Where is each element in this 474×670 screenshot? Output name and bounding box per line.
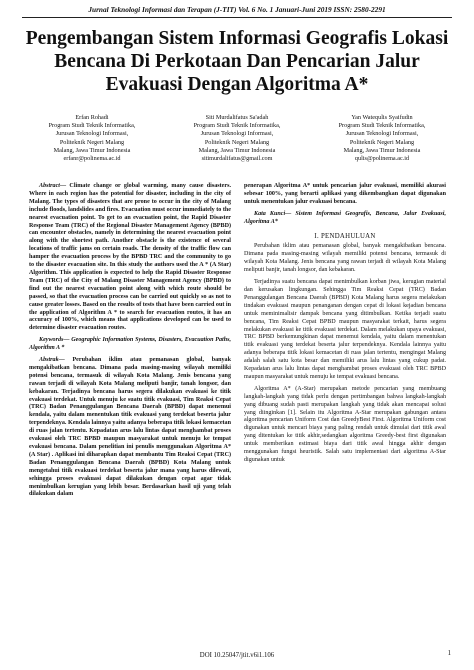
header-divider: [22, 17, 452, 18]
author-3: [312, 114, 452, 163]
author-email[interactable]: qulis@polinema.ac.id: [354, 155, 410, 163]
abstrak-label: Abstrak—: [39, 357, 65, 364]
author-dept: Jurusan Teknologi Informasi,: [55, 130, 129, 138]
author-city: Malang, Jawa Timur Indonesia: [53, 146, 131, 154]
body-paragraph: Terjadinya suatu bencana dapat menimbulkan korban jiwa, kerugian material dan kerusakan lingkungan. Sehingga Tim Reaksi Cepat (TRC) Badan Penanggulangan Bencana Daerah (BPBD) Kota Malang harus segera melakukan tindakan evakuasi maupun penanganan dengan cepat di lokasi kejadian bencana untuk meminimalisir dampak bencana yang ditimbulkan. Ketika terjadi suatu bencana, Tim Reaksi Cepat BPBD maupun masyarakat terkait, harus segera melakukan evakuasi ke titik evakuasi terdekat. Dalam melakukan upaya evakuasi, TRC BPBD berkemungkinan dapat menemui kendala, yaitu dalam menentukan titik evakuasi yang terdekat beserta jalur terpendeknya. Kendala lainnya yaitu adanya beberapa titik lokasi kemacetan di ruas jalan tertentu, mengingat Malang adalah salah satu kota besar dan memiliki arus lalu lintas yang cukup padat. Kepadatan arus lalu lintas dapat menghambat proses evakuasi oleh TRC BPBD maupun masyarakat untuk menuju ke tempat evakuasi bencana.: [244, 279, 446, 380]
kata-kunci-text: Sistem Informasi Geografis, Bencana, Jalur Evakuasi, Algoritma A*: [244, 210, 446, 225]
author-institution: Politeknik Negeri Malang: [59, 138, 125, 146]
body-paragraph: Algoritma A* (A-Star) merupakan metode pencarian yang membuang langkah-langkah yang tidak perlu dengan pertimbangan bahwa langkah-langkah yang dibuang sudah pasti merupakan langkah yang tidak akan mencapai solusi yang diinginkan [1]. Selain itu Algoritma A-Star merupakan gabungan antara algoritma pencarian Uniform Cost dan GreedyBest First. Algoritma Uniform cost digunakan untuk mencari biaya yang paling rendah untuk dimulai dari titik awal yang ditentukan ke titik akhir,sedangkan algoritma Greedy-best first digunakan untuk memberikan estimasi biaya dari titik awal hingga akhir dengan menggunakan fungsi heuristik. Salah satu implementasi dari algoritma A-Star digunakan untuk: [244, 385, 446, 463]
abstract-text: Climate change or global warming, many cause disasters. Where in each region has the potential for disaster, including in the city of Malang. The types of disasters that are prone to occur in the city of Malang include floods, landslides and fires. Evacuation must occur immediately to the nearest evacuation point. To get to an evacuation point, the Rapid Disaster Response Team (TRC) of the Regional Disaster Management Agency (BPBD) can encounter obstacles, namely in determining the nearest evacuation point along with the shortest path. Another obstacle is the existence of several locations of traffic jams on certain roads. The density of the traffic flow can hamper the evacuation process by the BPBD TRC and the community to go to the disaster evacuation site. In this study the authors used the A * (A Star) Algorithm. This application is expected to help the Rapid Disaster Response Team (TRC) of the City of Malang Disaster Management Agency (BPBD) to find out the nearest evacuation point along with which route should be passed, so that the evacuation process can be carried out quickly so as not to cause greater losses. Based on the results of tests that have been carried out in the application of Algorithm A * to search for evacuation routes, it has an accuracy of 100%, which means that applications developed can be used to determine disaster evacuation routes.: [29, 183, 231, 332]
paper-title: Pengembangan Sistem Informasi Geografis Lokasi Bencana Di Perkotaan Dan Pencarian Jalur Evakuasi Dengan Algoritma A*: [25, 28, 449, 95]
page-number: 1: [447, 650, 451, 657]
body-paragraph: Perubahan iklim atau pemanasan global, banyak mengakibatkan bencana. Dimana pada masing-masing wilayah memiliki potensi bencana, termasuk di wilayah Kota Malang. Jenis bencana yang rawan terjadi di wilayah Kota Malang meliputi banjir, tanah longsor, dan kebakaran.: [244, 243, 446, 274]
abstrak-text: Perubahan iklim atau pemanasan global, banyak mengakibatkan bencana. Dimana pada masing-masing wilayah memiliki potensi bencana, termasuk di wilayah Kota Malang. Jenis bencana yang rawan terjadi di wilayah Kota Malang meliputi banjir, tanah longsor, dan kebakaran. Terjadinya bencana harus segera dilakukan evakuasi ke titik evakuasi terdekat. Untuk menuju ke suatu titik evakuasi, Tim Reaksi Cepat (TRC) Badan Penanggulangan Bencana Daerah (BPBD) dapat menemui kendala, yaitu dalam menentukan titik evakuasi yang terdekat beserta jalur terpendeknya. Kendala lainnya yaitu adanya beberapa titik lokasi kemacetan di ruas jalan tertentu. Kepadatan arus lalu lintas dapat menghambat proses evakuasi oleh TRC BPBD maupun masyarakat untuk menuju ke tempat evakuasi bencana. Dalam penelitian ini penulis menggunakan Algoritma A* (A Star) . Aplikasi ini diharapkan dapat membantu Tim Reaksi Cepat (TRC) Badan Penanggulangan Bencana Daerah (BPBD) Kota Malang untuk mengetahui titik evakuasi terdekat beserta jalur mana yang harus dilewati, sehingga proses evakuasi dapat dilakukan dengan cepat agar tidak menimbulkan kerugian yang lebih besar. Berdasarkan hasil uji yang telah dilakukan dalam: [29, 357, 231, 498]
author-name: Erfan Rohadi: [75, 114, 109, 121]
author-name: Yan Watequlis Syaifudin: [351, 114, 413, 121]
author-1: [22, 114, 162, 163]
abstract-label: Abstract—: [39, 183, 67, 189]
abstrak-continued: penerapan Algoritma A* untuk pencarian jalur evakuasi, memiliki akurasi sebesar 100%, yang berarti aplikasi yang dikembangkan dapat digunakan untuk menentukan jalur evakuasi bencana.: [244, 183, 446, 205]
author-dept: Program Studi Teknik Informatika,: [193, 122, 281, 130]
author-dept: Jurusan Teknologi Informasi,: [345, 130, 419, 138]
author-dept: Jurusan Teknologi Informasi,: [200, 130, 274, 138]
abstrak-indonesian: [29, 357, 231, 499]
left-column: [29, 183, 231, 503]
author-name: Siti Murdalifatus Sa'adah: [205, 114, 269, 121]
author-2: [167, 114, 307, 163]
abstract-english: [29, 183, 231, 333]
author-block: [22, 114, 452, 163]
author-city: Malang, Jawa Timur Indonesia: [198, 146, 276, 154]
journal-header: Jurnal Teknologi Informasi dan Terapan (J-TIT) Vol. 6 No. 1 Januari-Juni 2019 ISSN: 2580-2291: [88, 5, 386, 14]
author-dept: Program Studi Teknik Informatika,: [338, 122, 426, 130]
kata-kunci: [244, 211, 446, 227]
author-email[interactable]: erfanr@polinema.ac.id: [63, 155, 121, 163]
kata-kunci-label: Kata Kunci—: [254, 210, 292, 217]
doi-footer[interactable]: DOI 10.25047/jtit.v6i1.106: [199, 652, 275, 659]
keywords-english: [29, 337, 231, 353]
author-city: Malang, Jawa Timur Indonesia: [343, 146, 421, 154]
section-heading: I. PENDAHULUAN: [314, 232, 376, 240]
keywords-label: Keywords—: [39, 337, 70, 344]
author-email[interactable]: sitimurdalifatus@gmail.com: [201, 155, 273, 163]
keywords-text: Geographic Information Systems, Disasters, Evacuation Paths, Algorithm A *: [29, 337, 231, 352]
author-institution: Politeknik Negeri Malang: [349, 138, 415, 146]
author-institution: Politeknik Negeri Malang: [204, 138, 270, 146]
right-column: [244, 183, 446, 469]
author-dept: Program Studi Teknik Informatika,: [48, 122, 136, 130]
